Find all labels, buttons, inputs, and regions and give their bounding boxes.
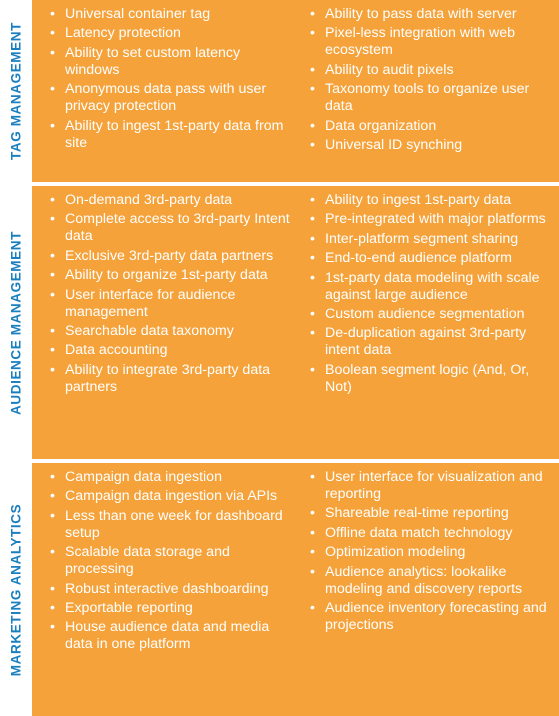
feature-item: • Ability to pass data with server [308, 6, 553, 23]
section-content [36, 186, 559, 459]
section-label-marketing-analytics: MARKETING ANALYTICS [8, 503, 24, 676]
feature-item: • Optimization modeling [308, 544, 553, 561]
feature-item: • Shareable real-time reporting [308, 505, 553, 522]
feature-item: • Ability to integrate 3rd-party data partners [48, 362, 298, 396]
feature-item: • Taxonomy tools to organize user data [308, 81, 553, 115]
feature-list-right [298, 469, 559, 716]
feature-item: • User interface for audience management [48, 287, 298, 321]
feature-item: • Scalable data storage and processing [48, 544, 298, 578]
section-content [36, 0, 559, 182]
section-label-column [0, 463, 36, 716]
feature-item: • Campaign data ingestion via APIs [48, 488, 298, 505]
feature-item: • User interface for visualization and reporting [308, 469, 553, 503]
feature-item: • Complete access to 3rd-party Intent data [48, 211, 298, 245]
feature-item: • On-demand 3rd-party data [48, 192, 298, 209]
feature-list-left [36, 469, 298, 716]
feature-item: • Ability to ingest 1st-party data [308, 192, 553, 209]
feature-item: • Ability to audit pixels [308, 62, 553, 79]
feature-item: • 1st-party data modeling with scale against large audience [308, 270, 553, 304]
section-label-column [0, 0, 36, 182]
feature-item: • Anonymous data pass with user privacy protection [48, 81, 298, 115]
feature-item: • Inter-platform segment sharing [308, 231, 553, 248]
feature-item: • Less than one week for dashboard setup [48, 508, 298, 542]
feature-list-left [36, 6, 298, 182]
feature-item: • Universal ID synching [308, 137, 553, 154]
section-tag-management [0, 0, 559, 186]
feature-item: • Ability to organize 1st-party data [48, 267, 298, 284]
feature-item: • Exclusive 3rd-party data partners [48, 248, 298, 265]
section-audience-management [0, 186, 559, 463]
feature-item: • Latency protection [48, 25, 298, 42]
feature-item: • Robust interactive dashboarding [48, 581, 298, 598]
feature-item: • Universal container tag [48, 6, 298, 23]
feature-item: • Data accounting [48, 342, 298, 359]
feature-list-right [298, 192, 559, 459]
section-content [36, 463, 559, 716]
feature-item: • Pre-integrated with major platforms [308, 211, 553, 228]
feature-item: • House audience data and media data in one platform [48, 619, 298, 653]
feature-item: • Audience inventory forecasting and projections [308, 600, 553, 634]
feature-item: • Offline data match technology [308, 525, 553, 542]
feature-item: • End-to-end audience platform [308, 250, 553, 267]
feature-item: • Ability to ingest 1st-party data from site [48, 118, 298, 152]
feature-list-right [298, 6, 559, 182]
feature-item: • Campaign data ingestion [48, 469, 298, 486]
feature-item: • Ability to set custom latency windows [48, 45, 298, 79]
feature-item: • Exportable reporting [48, 600, 298, 617]
feature-item: • Searchable data taxonomy [48, 323, 298, 340]
section-label-audience-management: AUDIENCE MANAGEMENT [8, 230, 24, 415]
section-label-column [0, 186, 36, 459]
feature-list-left [36, 192, 298, 459]
feature-item: • Pixel-less integration with web ecosystem [308, 25, 553, 59]
feature-item: • Data organization [308, 118, 553, 135]
feature-item: • Boolean segment logic (And, Or, Not) [308, 362, 553, 396]
section-marketing-analytics [0, 463, 559, 716]
feature-item: • Custom audience segmentation [308, 306, 553, 323]
feature-item: • De-duplication against 3rd-party intent data [308, 325, 553, 359]
feature-item: • Audience analytics: lookalike modeling and discovery reports [308, 564, 553, 598]
section-label-tag-management: TAG MANAGEMENT [8, 22, 24, 160]
